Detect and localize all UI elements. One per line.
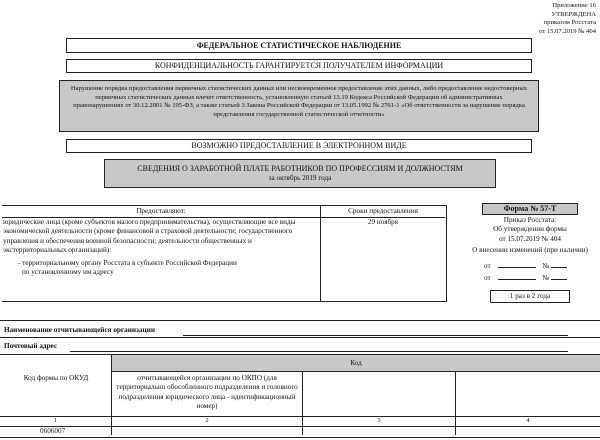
number-label-1: № xyxy=(542,262,550,270)
okud-value: 0606007 xyxy=(40,427,66,435)
date-field-1 xyxy=(498,267,536,268)
report-title: СВЕДЕНИЯ О ЗАРАБОТНОЙ ПЛАТЕ РАБОТНИКОВ ПО ПРОФЕССИЯМ И ДОЛЖНОСТЯМ xyxy=(137,164,463,173)
changes-row-1 xyxy=(484,262,594,271)
organization-table xyxy=(0,320,600,440)
report-title-box xyxy=(104,159,496,188)
submitters-header: Предоставляют: xyxy=(136,207,186,215)
from-label-2: от xyxy=(484,274,491,282)
report-period: за октябрь 2019 года xyxy=(268,174,332,182)
electronic-submission-notice: ВОЗМОЖНО ПРЕДОСТАВЛЕНИЕ В ЭЛЕКТРОННОМ ВИДЕ xyxy=(66,139,532,153)
submission-table xyxy=(2,205,447,302)
code-header: Код xyxy=(111,355,600,371)
org-name-label: Наименование отчитывающейся организации xyxy=(4,326,155,334)
order-line-2: Об утверждении формы xyxy=(493,225,567,234)
frequency-box: 1 раз в 2 года xyxy=(490,290,570,303)
observation-title: ФЕДЕРАЛЬНОЕ СТАТИСТИЧЕСКОЕ НАБЛЮДЕНИЕ xyxy=(66,38,532,53)
col-number-4: 4 xyxy=(526,417,530,424)
confidentiality-notice: КОНФИДЕНЦИАЛЬНОСТЬ ГАРАНТИРУЕТСЯ ПОЛУЧАТЕЛЕМ ИНФОРМАЦИИ xyxy=(66,59,532,73)
postal-address-label: Почтовый адрес xyxy=(4,342,58,350)
recipient-line-1: - территориальному органу Росстата в субъекте Российской Федерации xyxy=(18,259,237,267)
recipient-line-2: по установленному им адресу xyxy=(22,268,114,276)
col-number-1: 1 xyxy=(53,417,58,424)
order-line-3: от 15.07.2019 № 404 xyxy=(498,234,561,243)
deadline-value: 29 ноября xyxy=(367,218,399,226)
col-number-2: 2 xyxy=(205,417,209,424)
liability-warning: Нарушение порядка предоставления первичных статистических данных или несвоевременное предоставление этих данных, либо предоставление недостоверных первичных статистических данных влечет ответственность, установленную статьей 13.19 Кодекса Российской Федерации об административных правонарушениях от 30.12.2001 № 195-ФЗ, а также статьей 3 Закона Российской Федерации от 13.05.1992 № 2761-1 «Об ответственности за нарушение порядка представления государственной статистической отчетности» xyxy=(59,80,539,132)
deadline-header: Сроки предоставления xyxy=(348,207,418,215)
approval-line-2: УТВЕРЖДЕНА xyxy=(551,10,596,18)
number-field-2 xyxy=(551,279,567,280)
form-number: Форма № 57-Т xyxy=(482,203,578,215)
okud-header: Код формы по ОКУД xyxy=(23,374,89,382)
approval-block xyxy=(490,2,596,36)
approval-line-3: приказом Росстата xyxy=(543,19,596,27)
approval-line-1: Приложение 16 xyxy=(552,2,596,9)
approval-line-4: от 15.07.2019 № 404 xyxy=(539,27,596,35)
okpo-header: отчитывающейся организации по ОКПО (для территориально обособленного подразделения и головного подразделения юридического лица - идентификационный номер) xyxy=(116,374,298,411)
changes-line: О внесении изменений (при наличии) xyxy=(472,246,588,255)
from-label-1: от xyxy=(484,262,491,270)
order-line-1: Приказ Росстата: xyxy=(503,216,557,224)
col-number-3: 3 xyxy=(377,417,381,424)
submitters-text: юридические лица (кроме субъектов малого предпринимательства), осуществляющие все виды экономической деятельности (кроме финансовой и страховой деятельности; государственного управления и обеспечения военной безопасности; деятельности общественных и экстерриториальных организаций): xyxy=(3,218,296,255)
number-label-2: № xyxy=(542,274,550,282)
form-order-block xyxy=(466,216,594,255)
date-field-2 xyxy=(498,279,536,280)
number-field-1 xyxy=(551,267,567,268)
changes-row-2 xyxy=(484,274,594,283)
